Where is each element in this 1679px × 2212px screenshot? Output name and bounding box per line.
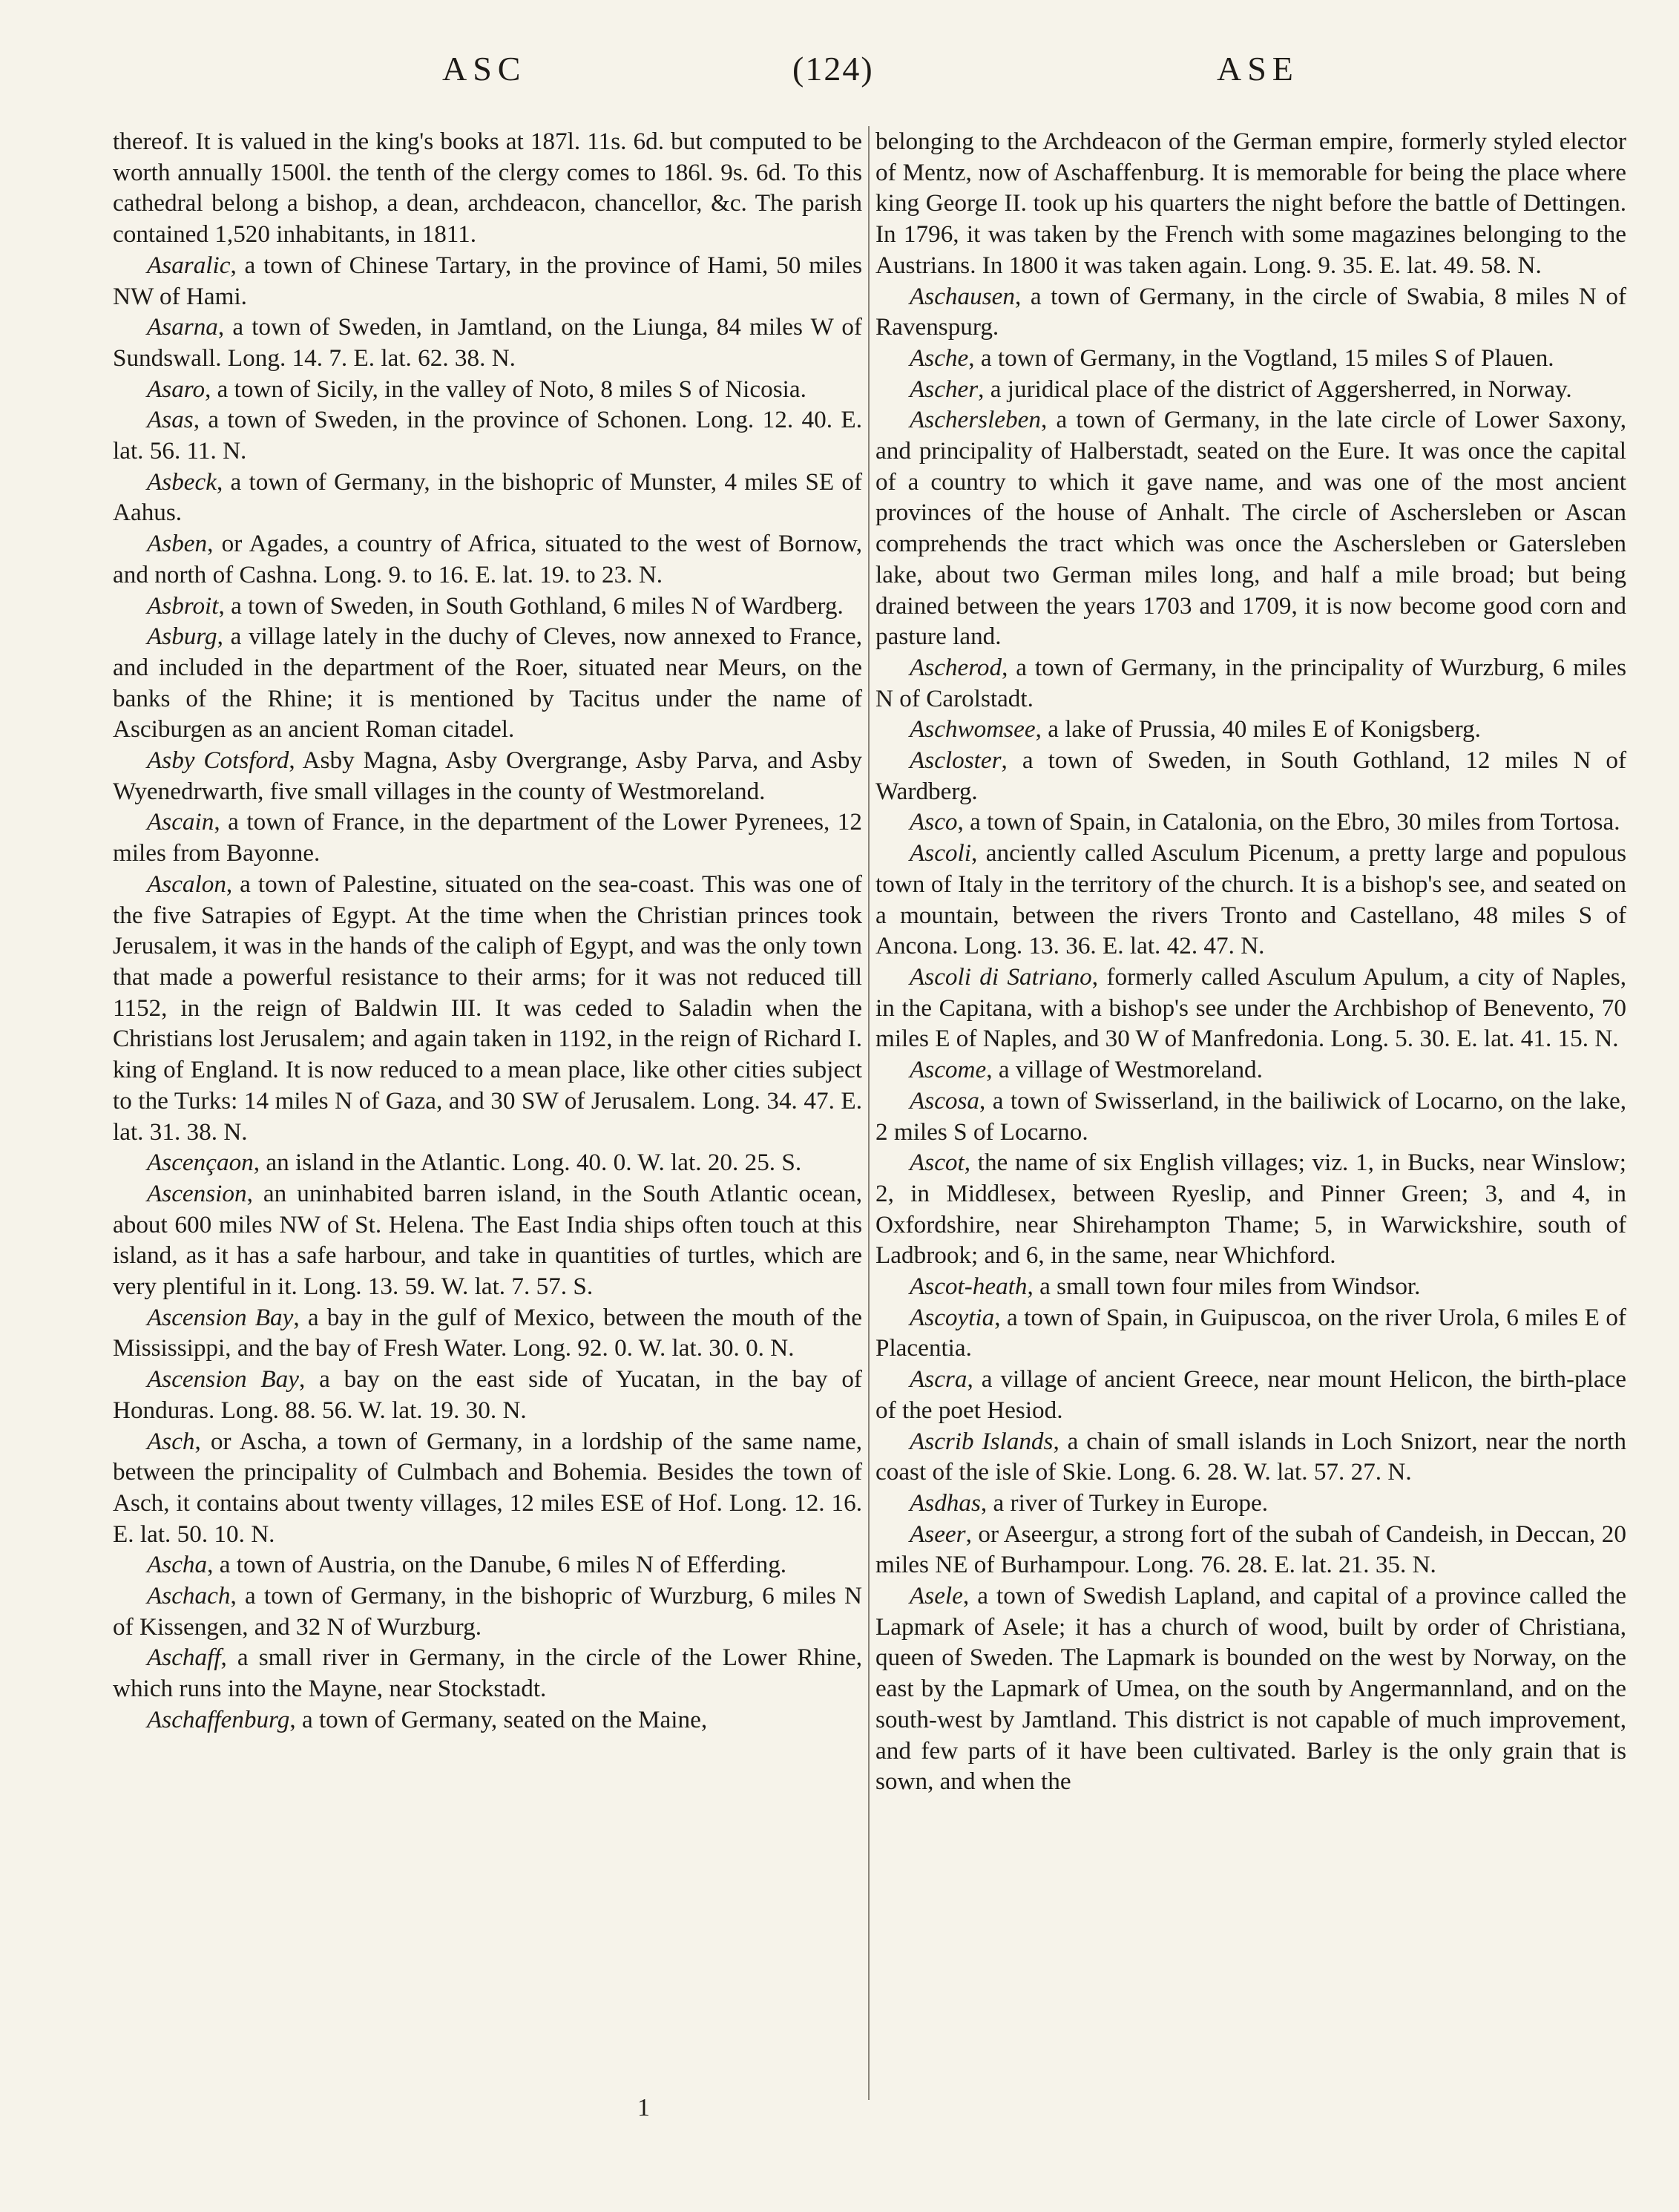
dictionary-entry — [113, 467, 862, 528]
dictionary-entry — [113, 807, 862, 868]
entry-headword: Aschwomsee — [910, 715, 1036, 744]
dictionary-entry — [113, 528, 862, 590]
dictionary-entry — [113, 1364, 862, 1425]
dictionary-entry — [875, 1364, 1626, 1425]
entry-text: , a bay on the east side of Yucatan, in the bay of Honduras. Long. 88. 56. W. lat. 19. 30. N. — [113, 1365, 862, 1424]
dictionary-entry — [875, 962, 1626, 1054]
entry-text: , a town of Sweden, in the province of Schonen. Long. 12. 40. E. lat. 56. 11. N. — [113, 406, 862, 465]
entry-headword: Ascra — [910, 1365, 967, 1394]
dictionary-entry — [113, 1581, 862, 1642]
entry-headword: Asele — [910, 1582, 963, 1610]
column-divider — [868, 126, 870, 2100]
dictionary-entry — [113, 1178, 862, 1302]
entry-text: , or Aseergur, a strong fort of the subah of Candeish, in Deccan, 20 miles NE of Burhampour. Long. 76. 28. E. lat. 21. 35. N. — [875, 1520, 1626, 1579]
entry-text: belonging to the Archdeacon of the German empire, formerly styled elector of Mentz, now of Aschaffenburg. It is memorable for being the place where king George II. took up his quarters the night before the battle of Dettingen. In 1796, it was taken by the French with some magazines belonging to the Austrians. In 1800 it was taken again. Long. 9. 35. E. lat. 49. 58. N. — [875, 128, 1626, 279]
dictionary-entry — [875, 1426, 1626, 1488]
entry-text: , a chain of small islands in Loch Snizort, near the north coast of the isle of Skie. Long. 6. 28. W. lat. 57. 27. N. — [875, 1427, 1626, 1486]
dictionary-entry — [113, 1147, 862, 1178]
entry-headword: Ascalon — [147, 870, 226, 898]
dictionary-entry — [875, 126, 1626, 281]
entry-text: , an uninhabited barren island, in the South Atlantic ocean, about 600 miles NW of St. Helena. The East India ships often touch at this island, as it has a safe harbour, and take in quantities of turtles, which are very plentiful in it. Long. 13. 59. W. lat. 7. 57. S. — [113, 1179, 862, 1301]
entry-text: , formerly called Asculum Apulum, a city of Naples, in the Capitana, with a bishop's see under the Archbishop of Benevento, 70 miles E of Naples, and 30 W of Manfredonia. Long. 5. 30. E. lat. 41. 15. N. — [875, 962, 1626, 1053]
entry-text: , a town of Chinese Tartary, in the province of Hami, 50 miles NW of Hami. — [113, 251, 862, 310]
entry-text: , Asby Magna, Asby Overgrange, Asby Parva, and Asby Wyenedrwarth, five small villages in the county of Westmoreland. — [113, 746, 862, 805]
entry-headword: Aschaff — [147, 1644, 221, 1672]
dictionary-entry — [113, 404, 862, 466]
entry-headword: Aseer — [910, 1520, 966, 1548]
entry-headword: Asas — [147, 406, 194, 434]
entry-headword: Aschausen — [910, 282, 1015, 310]
dictionary-entry — [113, 1704, 862, 1736]
entry-text: , a juridical place of the district of Aggersherred, in Norway. — [978, 375, 1572, 403]
entry-headword: Ascoli — [910, 839, 971, 867]
entry-text: , a bay in the gulf of Mexico, between the mouth of the Mississippi, and the bay of Fresh Water. Long. 92. 0. W. lat. 30. 0. N. — [113, 1303, 862, 1362]
dictionary-entry — [113, 312, 862, 373]
dictionary-entry — [875, 1147, 1626, 1271]
dictionary-entry — [113, 126, 862, 250]
entry-headword: Ascha — [147, 1551, 208, 1579]
dictionary-entry — [113, 621, 862, 745]
entry-headword: Ascrib Islands — [910, 1427, 1054, 1455]
entry-text: , a town of Sweden, in South Gothland, 12 miles N of Wardberg. — [875, 746, 1626, 805]
entry-text: , or Agades, a country of Africa, situated to the west of Bornow, and north of Cashna. Long. 9. to 16. E. lat. 19. to 23. N. — [113, 530, 862, 588]
entry-headword: Aschach — [147, 1582, 231, 1610]
entry-headword: Asby Cotsford — [147, 746, 289, 775]
entry-text: , a town of Spain, in Catalonia, on the Ebro, 30 miles from Tortosa. — [957, 808, 1620, 836]
entry-headword: Ascome — [910, 1056, 987, 1084]
entry-text: , a town of Palestine, situated on the sea-coast. This was one of the five Satrapies of Egypt. At the time when the Christian princes took Jerusalem, it was in the hands of the caliph of Egypt, and was the only town that made a powerful resistance to their arms; for it was not reduced till 1152, in the reign of Baldwin III. It was ceded to Saladin when the Christians lost Jerusalem; and again taken in 1192, in the reign of Richard I. king of England. It is now reduced to a mean place, like other cities subject to the Turks: 14 miles N of Gaza, and 30 SW of Jerusalem. Long. 34. 47. E. lat. 31. 38. N. — [113, 870, 862, 1146]
right-column — [875, 126, 1626, 1797]
dictionary-entry — [875, 838, 1626, 962]
entry-headword: Asaro — [147, 375, 206, 403]
entry-text: , or Ascha, a town of Germany, in a lordship of the same name, between the principality of Culmbach and Bohemia. Besides the town of Asch, it contains about twenty villages, 12 miles ESE of Hof. Long. 12. 16. E. lat. 50. 10. N. — [113, 1427, 862, 1548]
entry-headword: Ascain — [147, 808, 214, 836]
entry-text: thereof. It is valued in the king's books at 187l. 11s. 6d. but computed to be worth annually 1500l. the tenth of the clergy comes to 186l. 9s. 6d. To this cathedral belong a bishop, a dean, archdeacon, chancellor, &c. The parish contained 1,520 inhabitants, in 1811. — [113, 128, 862, 249]
dictionary-entry — [113, 1426, 862, 1550]
entry-text: , a river of Turkey in Europe. — [980, 1489, 1269, 1517]
dictionary-entry — [875, 1302, 1626, 1364]
entry-headword: Aschaffenburg — [147, 1705, 290, 1733]
entry-text: , a town of Austria, on the Danube, 6 miles N of Efferding. — [207, 1551, 787, 1579]
entry-text: , a town of Germany, in the principality of Wurzburg, 6 miles N of Carolstadt. — [875, 653, 1626, 712]
dictionary-entry — [113, 1642, 862, 1704]
entry-headword: Ascoli di Satriano — [910, 962, 1092, 991]
entry-headword: Asburg — [147, 623, 217, 651]
entry-text: , a village of Westmoreland. — [986, 1056, 1263, 1084]
entry-text: , anciently called Asculum Picenum, a pretty large and populous town of Italy in the territory of the church. It is a bishop's see, and seated on a mountain, between the rivers Tronto and Castellano, 48 miles S of Ancona. Long. 13. 36. E. lat. 42. 47. N. — [875, 839, 1626, 960]
dictionary-entry — [113, 250, 862, 312]
dictionary-entry — [875, 807, 1626, 838]
entry-headword: Ascension Bay — [147, 1365, 299, 1394]
dictionary-entry — [875, 1581, 1626, 1797]
entry-headword: Asarna — [147, 313, 218, 341]
left-column — [113, 126, 862, 1736]
dictionary-entry — [875, 745, 1626, 807]
signature-mark: 1 — [637, 2094, 650, 2121]
dictionary-entry — [113, 374, 862, 405]
entry-headword: Ascension Bay — [147, 1303, 294, 1331]
entry-headword: Asbroit — [147, 591, 219, 620]
entry-headword: Ascension — [147, 1179, 247, 1207]
entry-headword: Asche — [910, 344, 969, 372]
dictionary-entry — [875, 1271, 1626, 1302]
entry-text: , a town of France, in the department of the Lower Pyrenees, 12 miles from Bayonne. — [113, 808, 862, 867]
entry-text: , the name of six English villages; viz. 1, in Bucks, near Winslow; 2, in Middlesex, between Ryeslip, and Pinner Green; 3, and 4, in Oxfordshire, near Shirehampton Thame; 5, in Warwickshire, south of Ladbrook; and 6, in the same, near Whichford. — [875, 1149, 1626, 1270]
entry-text: , a town of Spain, in Guipuscoa, on the river Urola, 6 miles E of Placentia. — [875, 1303, 1626, 1362]
dictionary-entry — [875, 343, 1626, 374]
page-number: (124) — [792, 50, 874, 88]
entry-headword: Asaralic — [147, 251, 231, 279]
entry-headword: Ascherod — [910, 653, 1002, 681]
running-header — [0, 49, 1679, 108]
entry-text: , a town of Swisserland, in the bailiwick of Locarno, on the lake, 2 miles S of Locarno. — [875, 1086, 1626, 1146]
entry-text: , a town of Germany, in the Vogtland, 15 miles S of Plauen. — [968, 344, 1554, 372]
entry-text: , a town of Germany, in the circle of Swabia, 8 miles N of Ravenspurg. — [875, 282, 1626, 341]
entry-text: , a town of Sicily, in the valley of Noto, 8 miles S of Nicosia. — [205, 375, 806, 403]
entry-text: , a lake of Prussia, 40 miles E of Konigsberg. — [1035, 715, 1481, 744]
entry-text: , a town of Swedish Lapland, and capital of a province called the Lapmark of Asele; it has a church of wood, built by order of Christiana, queen of Sweden. The Lapmark is bounded on the west by Norway, on the east by the Lapmark of Umea, on the south by Angermannland, and on the south-west by Jamtland. This district is not capable of much improvement, and few parts of it have been cultivated. Barley is the only grain that is sown, and when the — [875, 1582, 1626, 1796]
dictionary-entry — [875, 1086, 1626, 1147]
dictionary-entry — [875, 1519, 1626, 1581]
entry-headword: Aschersleben — [910, 406, 1041, 434]
dictionary-entry — [875, 714, 1626, 745]
entry-text: , a small river in Germany, in the circle of the Lower Rhine, which runs into the Mayne, near Stockstadt. — [113, 1644, 862, 1703]
dictionary-entry — [875, 374, 1626, 405]
entry-headword: Asch — [147, 1427, 195, 1455]
entry-headword: Ascoytia — [910, 1303, 995, 1331]
dictionary-entry — [113, 1549, 862, 1581]
entry-text: , a town of Sweden, in Jamtland, on the Liunga, 84 miles W of Sundswall. Long. 14. 7. E. lat. 62. 38. N. — [113, 313, 862, 372]
dictionary-entry — [875, 652, 1626, 714]
entry-headword: Ascot — [910, 1149, 965, 1177]
dictionary-entry — [113, 869, 862, 1147]
entry-headword: Ascher — [910, 375, 979, 403]
entry-headword: Ascençaon — [147, 1149, 254, 1177]
dictionary-entry — [113, 591, 862, 622]
header-left: ASC — [442, 50, 527, 88]
dictionary-entry — [113, 1302, 862, 1364]
entry-text: , a town of Germany, in the bishopric of Munster, 4 miles SE of Aahus. — [113, 467, 862, 527]
dictionary-entry — [113, 745, 862, 807]
entry-text: , an island in the Atlantic. Long. 40. 0. W. lat. 20. 25. S. — [253, 1149, 802, 1177]
entry-text: , a town of Germany, in the late circle of Lower Saxony, and principality of Halberstadt, seated on the Eure. It was once the capital of a country to which it gave name, and was one of the most ancient provinces of the house of Anhalt. The circle of Aschersleben or Ascan comprehends the tract which was once the Aschersleben or Gatersleben lake, about two German miles long, and half a mile broad; but being drained between the years 1703 and 1709, it is now become good corn and pasture land. — [875, 406, 1626, 651]
entry-text: , a town of Germany, seated on the Maine, — [289, 1705, 708, 1733]
entry-headword: Ascosa — [910, 1086, 980, 1115]
dictionary-entry — [875, 1054, 1626, 1086]
entry-headword: Asdhas — [910, 1489, 981, 1517]
entry-text: , a village lately in the duchy of Cleves, now annexed to France, and included in the department of the Roer, situated near Meurs, on the banks of the Rhine; it is mentioned by Tacitus under the name of Asciburgen as an ancient Roman citadel. — [113, 623, 862, 744]
dictionary-entry — [875, 1488, 1626, 1519]
entry-headword: Asco — [910, 808, 958, 836]
dictionary-entry — [875, 404, 1626, 652]
entry-text: , a town of Germany, in the bishopric of Wurzburg, 6 miles N of Kissengen, and 32 N of Wurzburg. — [113, 1582, 862, 1641]
entry-headword: Asbeck — [147, 467, 217, 496]
entry-text: , a village of ancient Greece, near mount Helicon, the birth-place of the poet Hesiod. — [875, 1365, 1626, 1424]
entry-text: , a small town four miles from Windsor. — [1027, 1273, 1421, 1301]
entry-headword: Asben — [147, 530, 208, 558]
entry-headword: Ascloster — [910, 746, 1002, 775]
entry-text: , a town of Sweden, in South Gothland, 6 miles N of Wardberg. — [218, 591, 844, 620]
entry-headword: Ascot-heath — [910, 1273, 1028, 1301]
header-right: ASE — [1217, 50, 1299, 88]
dictionary-entry — [875, 281, 1626, 343]
